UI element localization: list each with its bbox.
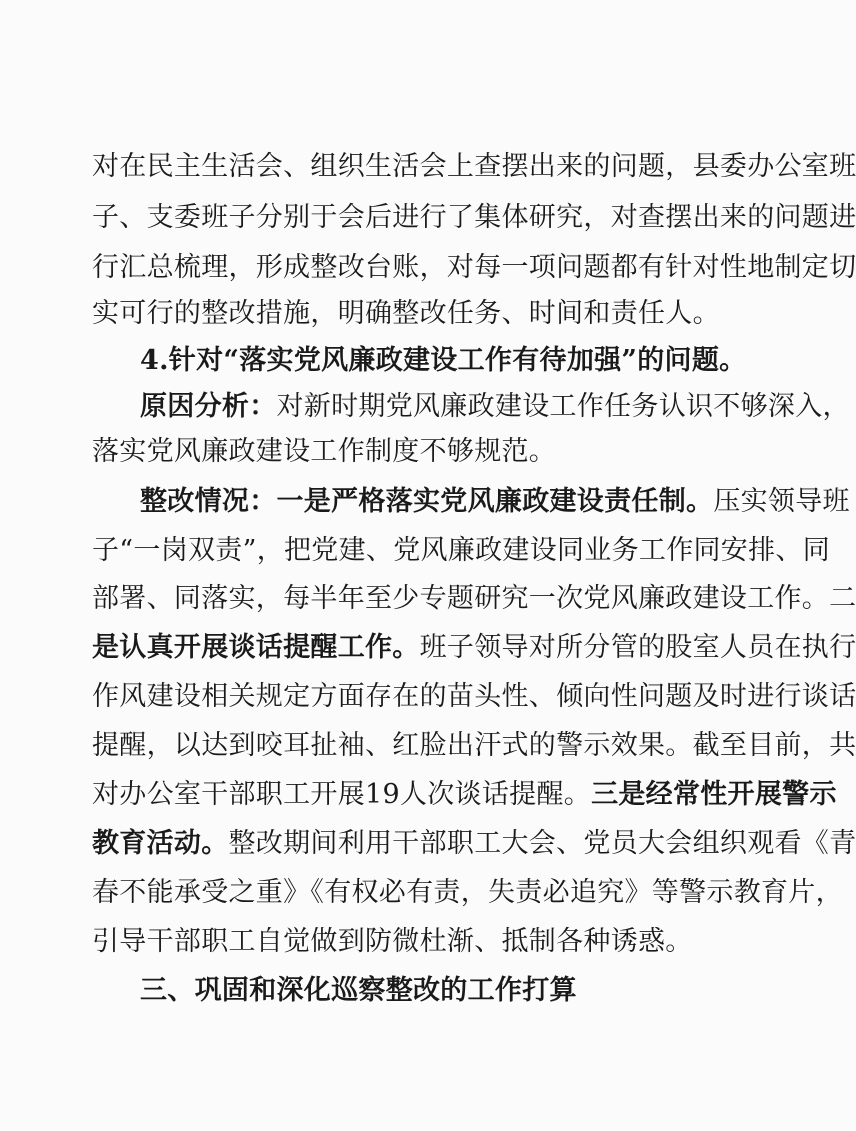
line-text: 压实领导班 <box>713 486 850 517</box>
section-heading <box>140 974 577 1008</box>
paragraph-line <box>92 201 856 235</box>
line-text: 落实党风廉政建设工作制度不够规范。 <box>92 436 557 467</box>
paragraph-line <box>92 778 837 812</box>
paragraph-line <box>92 251 856 285</box>
line-text: 对新时期党风廉政建设工作任务认识不够深入， <box>276 391 850 422</box>
paragraph-line <box>92 876 843 910</box>
heading-text: 4.针对“落实党风廉政建设工作有待加强”的问题。 <box>140 345 747 376</box>
line-text: 子、支委班子分别于会后进行了集体研究，对查摆出来的问题进 <box>92 202 856 233</box>
line-text: 对在民主生活会、组织生活会上查摆出来的问题，县委办公室班 <box>92 151 856 182</box>
line-text: 对办公室干部职工开展19人次谈话提醒。 <box>92 779 592 810</box>
line-text: 春不能承受之重》《有权必有责，失责必追究》等警示教育片， <box>92 877 843 908</box>
paragraph-line <box>140 485 850 519</box>
line-text: 作风建设相关规定方面存在的苗头性、倾向性问题及时进行谈话 <box>92 681 856 712</box>
bold-label: 三是经常性开展警示 <box>591 779 837 810</box>
line-text: 行汇总梳理，形成整改台账，对每一项问题都有针对性地制定切 <box>92 252 856 283</box>
paragraph-line <box>140 390 850 424</box>
line-text: 提醒，以达到咬耳扯袖、红脸出汗式的警示效果。截至目前，共 <box>92 730 856 761</box>
paragraph-line <box>92 150 856 184</box>
line-text: 实可行的整改措施，明确整改任务、时间和责任人。 <box>92 298 720 329</box>
paragraph-line <box>92 729 856 763</box>
paragraph-line <box>92 827 856 861</box>
bold-label: 原因分析： <box>140 391 277 422</box>
paragraph-line <box>92 680 856 714</box>
line-text: 班子领导对所分管的股室人员在执行 <box>419 632 856 663</box>
paragraph-line <box>92 534 830 568</box>
line-text: 部署、同落实，每半年至少专题研究一次党风廉政建设工作。二 <box>92 583 856 614</box>
bold-label: 教育活动。 <box>92 828 229 859</box>
bold-label: 整改情况：一是严格落实党风廉政建设责任制。 <box>140 486 714 517</box>
paragraph-line <box>92 435 556 469</box>
heading-text: 三、巩固和深化巡察整改的工作打算 <box>140 975 577 1006</box>
line-text: 引导干部职工自觉做到防微杜渐、抵制各种诱惑。 <box>92 926 693 957</box>
section-heading <box>140 344 746 378</box>
line-text: 子“一岗双责”，把党建、党风廉政建设同业务工作同安排、同 <box>92 535 831 566</box>
line-text: 整改期间利用干部职工大会、党员大会组织观看《青 <box>228 828 856 859</box>
paragraph-line <box>92 925 693 959</box>
bold-label: 是认真开展谈话提醒工作。 <box>92 632 420 663</box>
paragraph-line <box>92 582 856 616</box>
paragraph-line <box>92 297 720 331</box>
paragraph-line <box>92 631 856 665</box>
